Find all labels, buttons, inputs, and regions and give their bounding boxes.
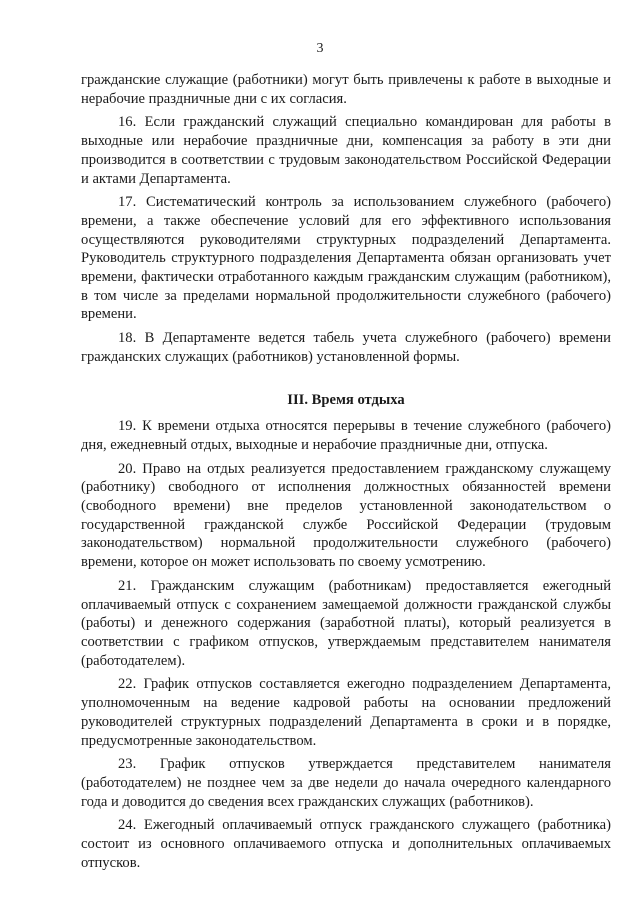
paragraph-16: 16. Если гражданский служащий специально командирован для работы в выходные или нерабочие праздничные дни, компенсация за работу в эти дни производится в соответствии с трудовым законодательством Российской Федерации и актами Департамента. [81, 114, 611, 187]
paragraph-22: 22. График отпусков составляется ежегодно подразделением Департамента, уполномоченным на ведение кадровой работы на основании предложений руководителей структурных подразделений Департамента в сроки и в порядке, предусмотренные законодательством. [81, 676, 611, 749]
paragraph-continuation: гражданские служащие (работники) могут быть привлечены к работе в выходные и нерабочие праздничные дни с их согласия. [81, 72, 611, 107]
paragraph-19: 19. К времени отдыха относятся перерывы в течение служебного (рабочего) дня, ежедневный отдых, выходные и нерабочие праздничные дни, отпуска. [81, 418, 611, 453]
paragraph-18: 18. В Департаменте ведется табель учета служебного (рабочего) времени гражданских служащих (работников) установленной формы. [81, 330, 611, 365]
page-number: 3 [316, 41, 324, 56]
section-heading: III. Время отдыха [287, 391, 405, 408]
paragraph-23: 23. График отпусков утверждается представителем нанимателя (работодателем) не позднее чем за две недели до начала очередного календарного года и доводится до сведения всех гражданских служащих (работников). [81, 756, 611, 810]
paragraph-17: 17. Систематический контроль за использованием служебного (рабочего) времени, а также обеспечение условий для его эффективного использования осуществляются руководителями структурных подразделений Департамента. Руководитель структурного подразделения Департамента обязан организовать учет времени, фактически отработанного каждым гражданским служащим (работником), в том числе за пределами нормальной продолжительности служебного (рабочего) времени. [81, 194, 611, 323]
paragraph-21: 21. Гражданским служащим (работникам) предоставляется ежегодный оплачиваемый отпуск с сохранением замещаемой должности гражданской службы (работы) и денежного содержания (заработной платы), который реализуется в соответствии с графиком отпусков, утверждаемым представителем нанимателя (работодателем). [81, 577, 611, 669]
document-body [81, 71, 611, 872]
paragraph-20: 20. Право на отдых реализуется предоставлением гражданскому служащему (работнику) свободного от исполнения должностных обязанностей времени (свободного времени) вне пределов установленной законодательством о государственной гражданской службе Российской Федерации (трудовым законодательством) нормальной продолжительности служебного (рабочего) времени, которое он может использовать по своему усмотрению. [81, 460, 611, 571]
paragraph-24: 24. Ежегодный оплачиваемый отпуск гражданского служащего (работника) состоит из основного оплачиваемого отпуска и дополнительных оплачиваемых отпусков. [81, 817, 611, 871]
